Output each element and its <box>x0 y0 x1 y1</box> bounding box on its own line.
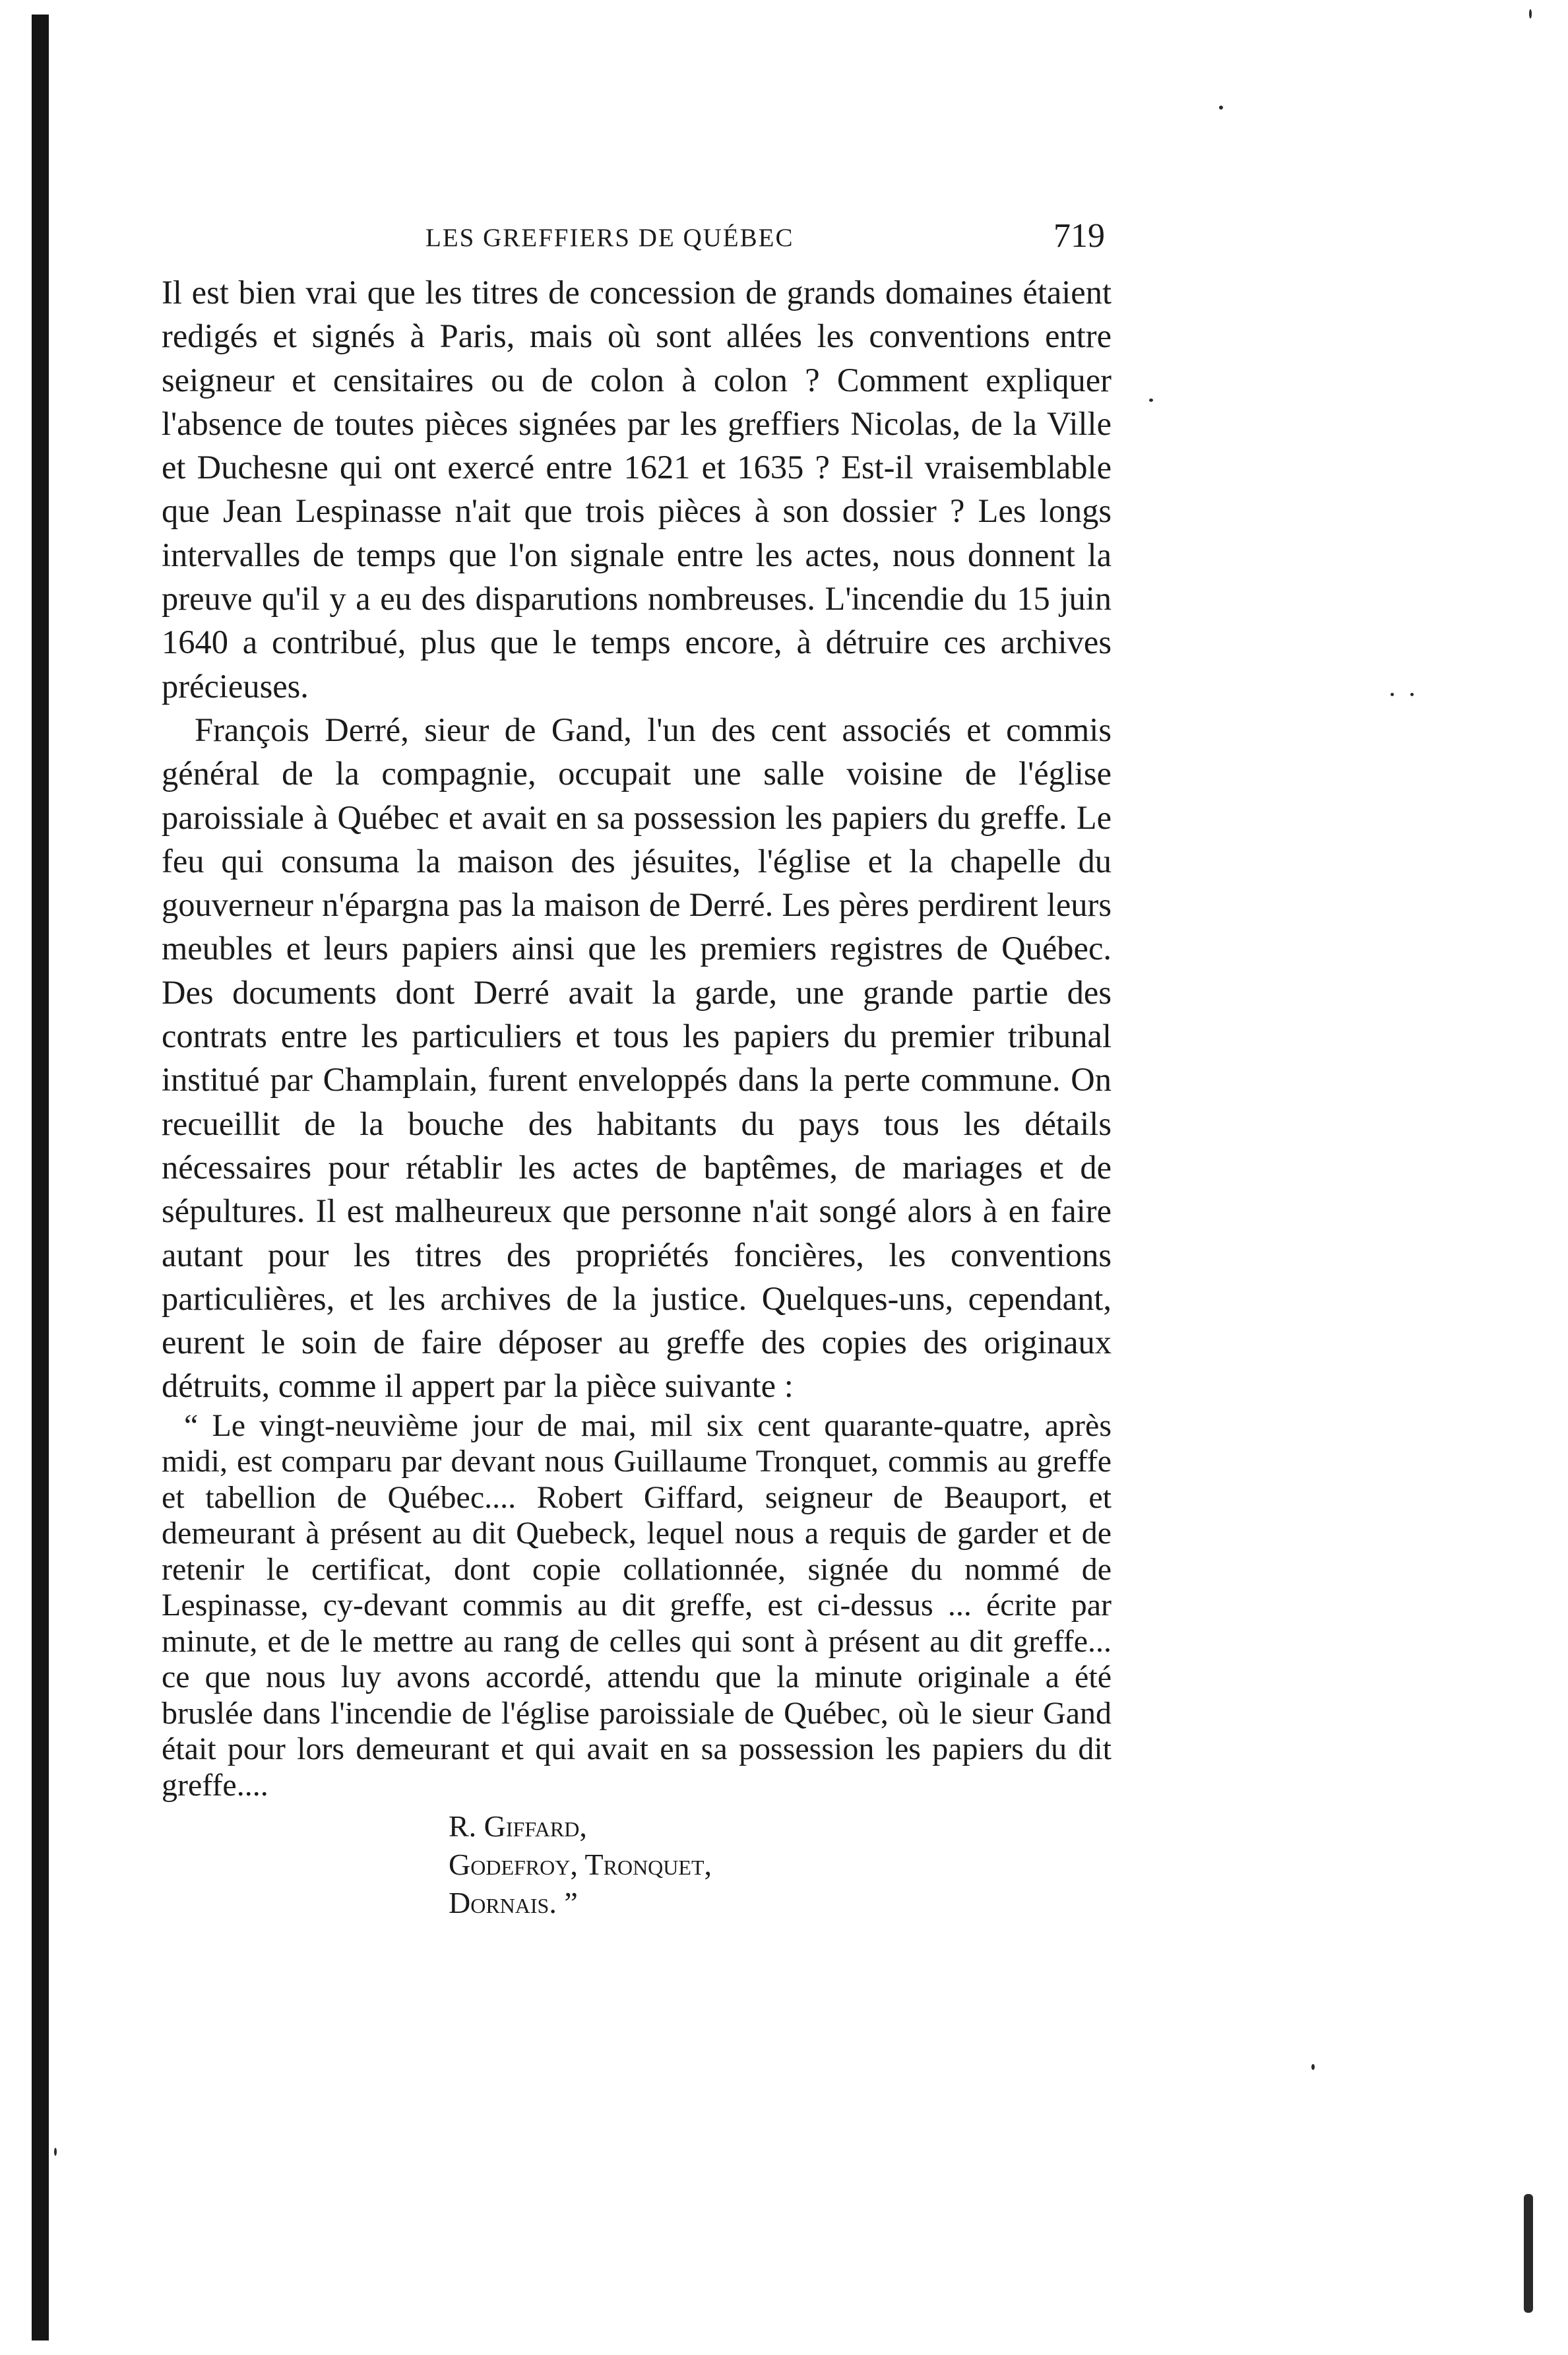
quoted-document: “ Le vingt-neuvième jour de mai, mil six cent quarante-quatre, après midi, est comparu par devant nous Guillaume Tronquet, commis au greffe et tabellion de Québec.... Robert Giffard, seigneur de Beauport, et demeurant à présent au dit Quebeck, lequel nous a requis de garder et de retenir le certificat, dont copie collationnée, signée du nommé de Lespinasse, cy-devant commis au dit greffe, est ci-dessus ... écrite par minute, et de le mettre au rang de celles qui sont à présent au dit greffe... ce que nous luy avons accordé, attendu que la minute originale a été bruslée dans l'incendie de l'église paroissiale de Québec, où le sieur Gand était pour lors demeurant et qui avait en sa possession les papiers du dit greffe.... <box>162 1407 1112 1803</box>
book-page <box>162 211 1112 1922</box>
scan-speck <box>1219 106 1223 110</box>
signature-line: Dornais. ” <box>449 1886 578 1920</box>
scan-speck <box>1410 693 1414 696</box>
scan-speck <box>1391 693 1394 696</box>
page-binding-edge <box>32 15 49 2340</box>
signature-block <box>449 1807 1112 1922</box>
scan-speck <box>54 2148 57 2156</box>
scan-speck <box>1529 9 1532 18</box>
signature-line: Godefroy, Tronquet, <box>449 1848 712 1882</box>
body-text <box>162 271 1112 1408</box>
page-number: 719 <box>1053 217 1105 255</box>
scan-speck <box>1149 399 1153 402</box>
page-header <box>162 211 1112 271</box>
signature-line: R. Giffard, <box>449 1809 587 1844</box>
paragraph: François Derré, sieur de Gand, l'un des cent associés et commis général de la compagnie, occupait une salle voisine de l'église paroissiale à Québec et avait en sa possession les papiers du greffe. Le feu qui consuma la maison des jésuites, l'église et la chapelle du gouverneur n'épargna pas la maison de Derré. Les pères perdirent leurs meubles et leurs papiers ainsi que les premiers registres de Québec. Des documents dont Derré avait la garde, une grande partie des contrats entre les particuliers et tous les papiers du premier tribunal institué par Champlain, furent enveloppés dans la perte commune. On recueillit de la bouche des habitants du pays tous les détails nécessaires pour rétablir les actes de baptêmes, de mariages et de sépultures. Il est malheureux que personne n'ait songé alors à en faire autant pour les titres des propriétés foncières, les conventions particulières, et les archives de la justice. Quelques-uns, cependant, eurent le soin de faire déposer au greffe des copies des originaux détruits, comme il appert par la pièce suivante : <box>162 711 1112 1405</box>
scan-speck <box>1524 2194 1533 2313</box>
running-head: LES GREFFIERS DE QUÉBEC <box>425 224 794 252</box>
scan-speck <box>1311 2064 1315 2070</box>
paragraph: Il est bien vrai que les titres de concession de grands domaines étaient redigés et signés à Paris, mais où sont allées les conventions entre seigneur et censitaires ou de colon à colon ? Comment expliquer l'absence de toutes pièces signées par les greffiers Nicolas, de la Ville et Duchesne qui ont exercé entre 1621 et 1635 ? Est-il vraisemblable que Jean Lespinasse n'ait que trois pièces à son dossier ? Les longs intervalles de temps que l'on signale entre les actes, nous donnent la preuve qu'il y a eu des disparutions nombreuses. L'incendie du 15 juin 1640 a contribué, plus que le temps encore, à détruire ces archives précieuses. <box>162 274 1112 705</box>
